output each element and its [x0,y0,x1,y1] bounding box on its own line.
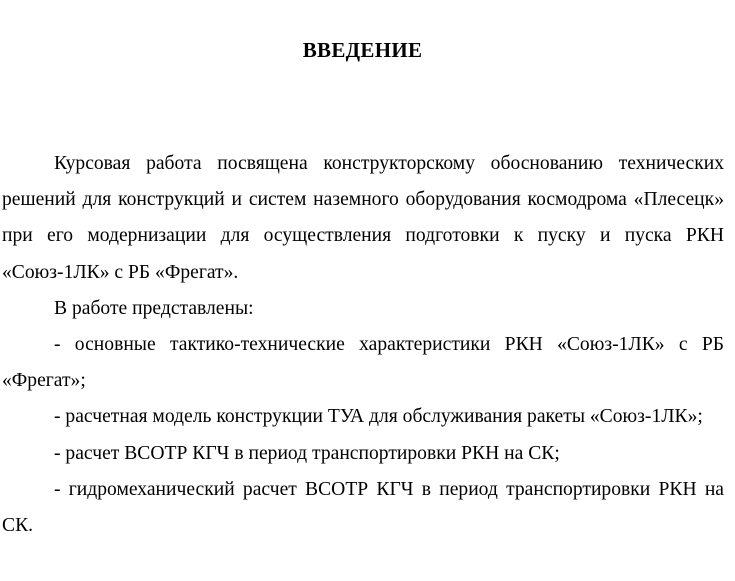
list-item-design-model: - расчетная модель конструкции ТУА для обслуживания ракеты «Союз-1ЛК»; [54,406,703,428]
document-body [2,146,724,544]
paragraph-list-heading: В работе представлены: [54,297,254,319]
list-item-hydromechanical-calculation: - гидромеханический расчет ВСОТР КГЧ в период транспортировки РКН на СК. [2,478,724,537]
list-item-characteristics: - основные тактико-технические характеристики РКН «Союз-1ЛК» с РБ «Фрегат»; [2,334,724,392]
list-item-vsotr-calculation: - расчет ВСОТР КГЧ в период транспортировки РКН на СК; [54,442,560,464]
document-title: ВВЕДЕНИЕ [302,38,423,62]
paragraph-intro: Курсовая работа посвящена конструкторскому обоснованию технических решений для конструкций и систем наземного оборудования космодрома «Плесецк» при его модернизации для осуществления подготовки к пуску и пуска РКН «Союз-1ЛК» с РБ «Фрегат». [2,153,724,283]
